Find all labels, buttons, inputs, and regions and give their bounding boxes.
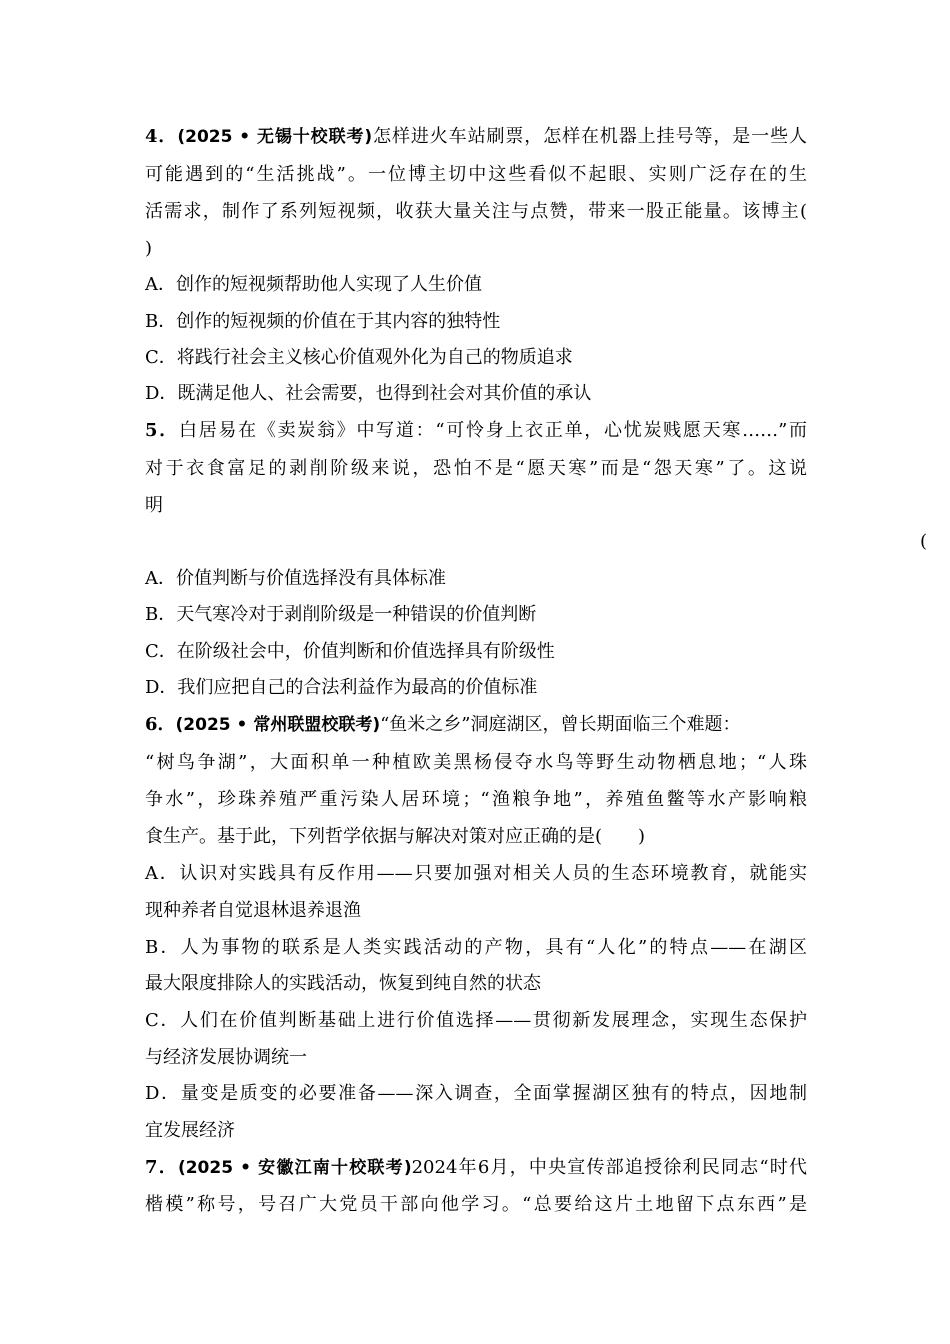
question-6-option-a: A．认识对实践具有反作用——只要加强对相关人员的生态环境教育，就能实	[145, 863, 807, 884]
question-5-option-a: A．价值判断与价值选择没有具体标准	[145, 568, 446, 589]
question-text: 怎样进火车站刷票，怎样在机器上挂号等，是一些人	[372, 126, 807, 147]
question-5-line-1	[145, 419, 807, 443]
answer-paren: (	[920, 531, 928, 552]
question-6-line-1	[145, 713, 807, 737]
question-text: 2024年6月，中央宣传部追授徐利民同志“时代	[411, 1157, 808, 1178]
question-6-line-3: 争水”，珍珠养殖严重污染人居环境；“渔粮争地”，养殖鱼鳖等水产影响粮	[145, 789, 807, 810]
question-4-line-4: )	[145, 238, 153, 259]
question-4-option-c: C．将践行社会主义核心价值观外化为自己的物质追求	[145, 347, 573, 368]
question-7-line-1	[145, 1156, 807, 1180]
question-5-line-3: 明	[145, 495, 163, 516]
question-text: “鱼米之乡”洞庭湖区，曾长期面临三个难题：	[380, 714, 741, 735]
question-6-line-4: 食生产。基于此，下列哲学依据与解决对策对应正确的是( )	[145, 826, 646, 847]
question-5-line-2: 对于衣食富足的剥削阶级来说，恐怕不是“愿天寒”而是“怨天寒”了。这说	[145, 458, 807, 479]
question-number: 7．	[145, 1157, 178, 1178]
question-4-line-2: 可能遇到的“生活挑战”。一位博主切中这些看似不起眼、实则广泛存在的生	[145, 164, 807, 185]
question-source: (2025 • 无锡十校联考)	[177, 127, 373, 147]
question-6-line-2: “树鸟争湖”，大面积单一种植欧美黑杨侵夺水鸟等野生动物栖息地；“人珠	[145, 752, 807, 773]
question-number: 6．	[145, 714, 176, 735]
question-4-line-1	[145, 125, 807, 149]
question-4-line-3: 活需求，制作了系列短视频，收获大量关注与点赞，带来一股正能量。该博主(	[145, 201, 807, 222]
question-6-option-d-cont: 宜发展经济	[145, 1120, 235, 1141]
question-6-option-c: C．人们在价值判断基础上进行价值选择——贯彻新发展理念，实现生态保护	[145, 1010, 807, 1031]
question-6-option-b-cont: 最大限度排除人的实践活动，恢复到纯自然的状态	[145, 973, 541, 994]
question-4-option-b: B．创作的短视频的价值在于其内容的独特性	[145, 311, 501, 332]
question-text: 白居易在《卖炭翁》中写道：“可怜身上衣正单，心忧炭贱愿天寒……”而	[178, 420, 807, 441]
question-6-option-c-cont: 与经济发展协调统一	[145, 1047, 307, 1068]
question-7-line-2: 楷模”称号，号召广大党员干部向他学习。“总要给这片土地留下点东西”是	[145, 1194, 807, 1215]
question-4-option-d: D．既满足他人、社会需要，也得到社会对其价值的承认	[145, 383, 592, 404]
question-6-option-a-cont: 现种养者自觉退林退养退渔	[145, 900, 361, 921]
question-6-option-b: B．人为事物的联系是人类实践活动的产物，具有“人化”的特点——在湖区	[145, 937, 807, 958]
question-source: (2025 • 常州联盟校联考)	[175, 715, 381, 735]
question-number: 5．	[145, 420, 179, 441]
question-5-option-b: B．天气寒冷对于剥削阶级是一种错误的价值判断	[145, 604, 537, 625]
question-source: (2025 • 安徽江南十校联考)	[177, 1158, 412, 1178]
question-number: 4．	[145, 126, 178, 147]
question-4-option-a: A．创作的短视频帮助他人实现了人生价值	[145, 274, 482, 295]
question-6-option-d: D．量变是质变的必要准备——深入调查，全面掌握湖区独有的特点，因地制	[145, 1083, 807, 1104]
question-5-option-c: C．在阶级社会中，价值判断和价值选择具有阶级性	[145, 641, 555, 662]
question-5-option-d: D．我们应把自己的合法利益作为最高的价值标准	[145, 677, 538, 698]
